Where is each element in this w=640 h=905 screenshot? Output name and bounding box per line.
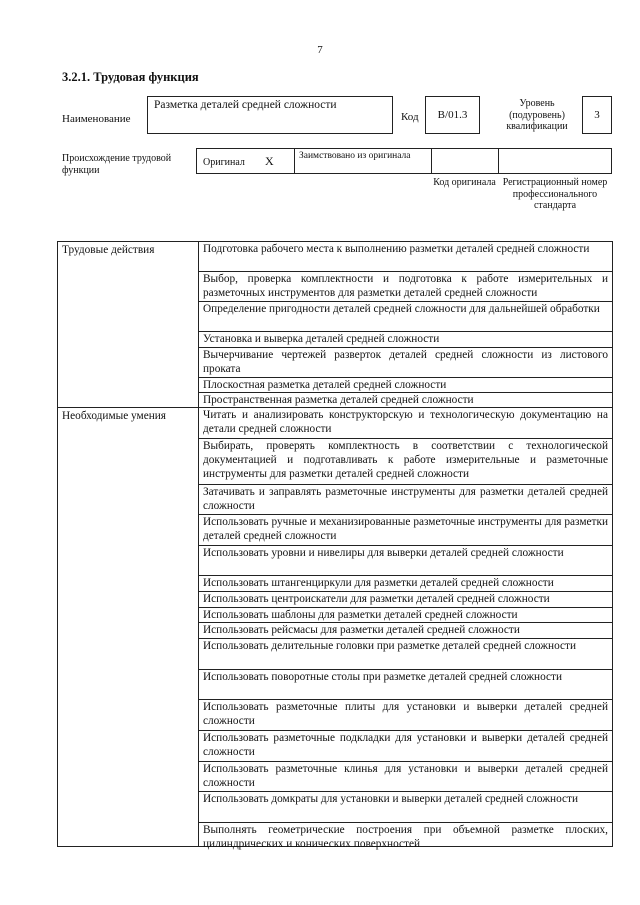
table-row: Использовать делительные головки при разметке деталей средней сложности (203, 640, 577, 652)
table-row: Определение пригодности деталей средней сложности для дальнейшей обработки (203, 303, 600, 315)
table-row: Использовать штангенциркули для разметки деталей средней сложности (203, 577, 554, 589)
code-value: B/01.3 (437, 109, 468, 121)
section-label: Необходимые умения (62, 410, 166, 422)
name-value: Разметка деталей средней сложности (154, 99, 337, 111)
section-title: 3.2.1. Трудовая функция (62, 70, 199, 84)
code-original-caption: Код оригинала (433, 177, 496, 188)
table-row: Использовать разметочные плиты для установки и выверки деталей средней сложности (203, 701, 608, 727)
section-label: Трудовые действия (62, 244, 155, 256)
table-row: Читать и анализировать конструкторскую и технологическую документацию на детали средней сложности (203, 409, 608, 435)
table-row: Затачивать и заправлять разметочные инструменты для разметки деталей средней сложности (203, 486, 608, 512)
table-row: Плоскостная разметка деталей средней сложности (203, 379, 447, 391)
origin-label: Происхождение трудовой функции (62, 153, 172, 176)
level-value-box (582, 96, 612, 134)
code-label: Код (401, 111, 419, 123)
original-label: Оригинал (203, 157, 245, 168)
table-row: Использовать центроискатели для разметки деталей средней сложности (203, 593, 550, 605)
table-row: Установка и выверка деталей средней сложности (203, 333, 440, 345)
table-row: Использовать уровни и нивелиры для выверки деталей средней сложности (203, 547, 564, 559)
level-label: Уровень (подуровень) квалификации (506, 98, 568, 132)
level-value: 3 (594, 109, 600, 121)
reg-number-caption: Регистрационный номер профессионального стандарта (502, 177, 608, 211)
table-row: Использовать шаблоны для разметки деталей средней сложности (203, 609, 518, 621)
table-row: Пространственная разметка деталей средней сложности (203, 394, 474, 406)
page-number: 7 (317, 44, 323, 56)
table-row: Вычерчивание чертежей разверток деталей средней сложности из листового проката (203, 349, 608, 375)
table-row: Использовать домкраты для установки и выверки деталей средней сложности (203, 793, 579, 805)
table-row: Использовать рейсмасы для разметки деталей средней сложности (203, 624, 520, 636)
table-row: Подготовка рабочего места к выполнению разметки деталей средней сложности (203, 243, 590, 255)
name-label: Наименование (62, 113, 131, 125)
table-row: Выполнять геометрические построения при объемной разметке плоских, цилиндрических и конических поверхностей (203, 824, 608, 850)
name-value-box (147, 96, 393, 134)
table-row: Выбирать, проверять комплектность в соответствии с технологической документацией и подготавливать к работе измерительные и разметочные инструменты для разметки деталей средней сложности (203, 440, 608, 480)
code-value-box (425, 96, 480, 134)
table-row: Использовать ручные и механизированные разметочные инструменты для разметки деталей средней сложности (203, 516, 608, 542)
table-row: Выбор, проверка комплектности и подготовка к работе измерительных и разметочных инструментов для разметки деталей средней сложности (203, 273, 608, 299)
borrowed-label: Заимствовано из оригинала (299, 151, 411, 161)
original-mark: X (265, 154, 274, 168)
table-row: Использовать поворотные столы при разметке деталей средней сложности (203, 671, 563, 683)
table-row: Использовать разметочные подкладки для установки и выверки деталей средней сложности (203, 732, 608, 758)
table-row: Использовать разметочные клинья для установки и выверки деталей средней сложности (203, 763, 608, 789)
